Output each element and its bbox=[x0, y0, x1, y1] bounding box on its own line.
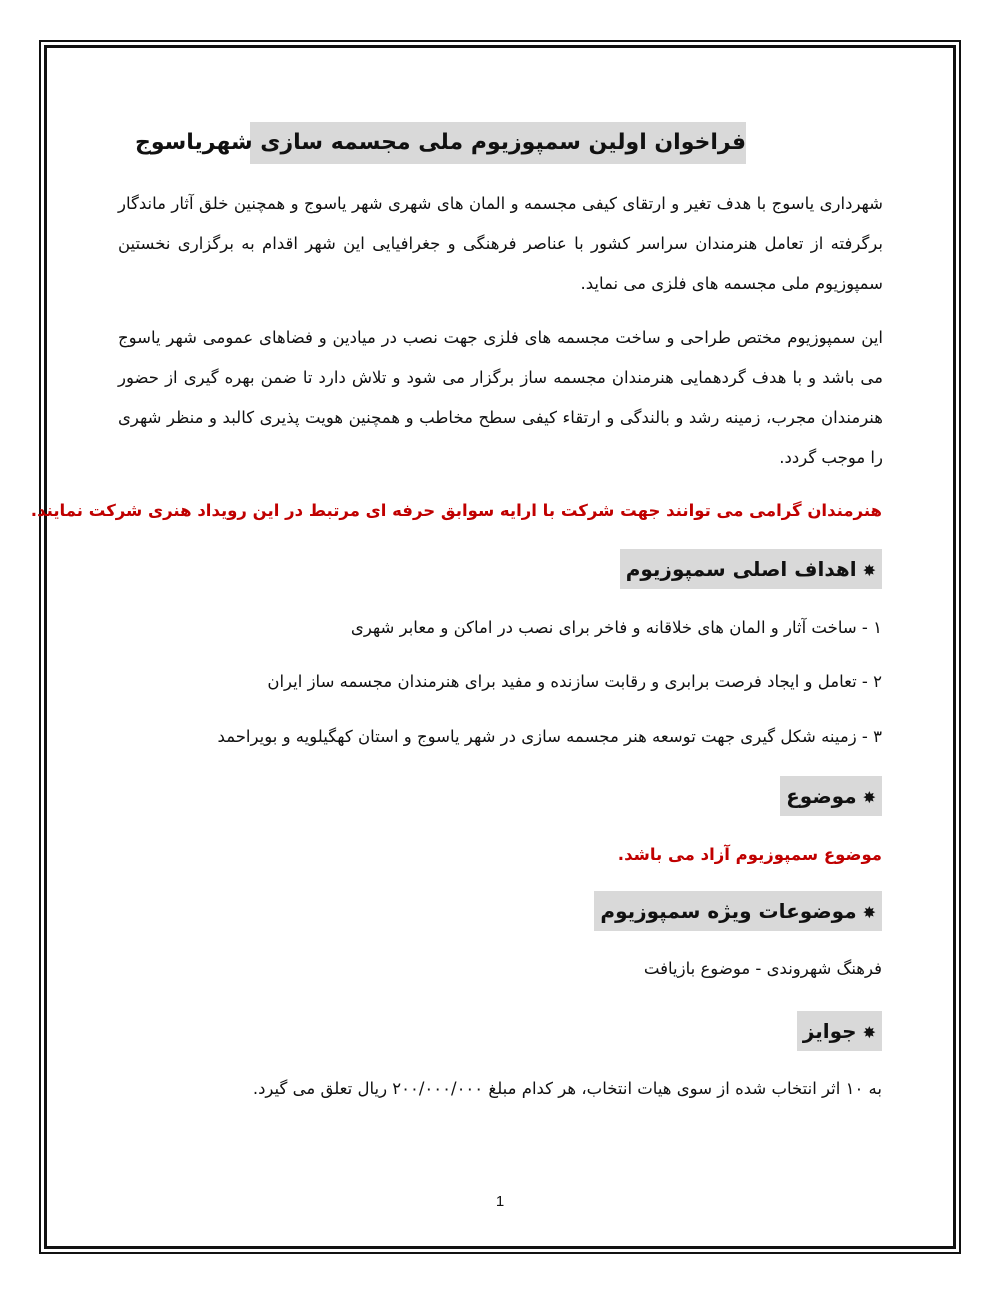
bullet-icon: ✸ bbox=[862, 788, 876, 807]
page-number: 1 bbox=[495, 1193, 505, 1210]
intro-paragraph: شهرداری یاسوج با هدف تغیر و ارتقای کیفی مجسمه و المان های شهری شهر یاسوج و همچنین خلق آثار ماندگار برگرفته از تعامل هنرمندان سراسر کشور با عناصر فرهنگی و جغرافیایی این شهر اقدام به برگزاری نخستین سمپوزیوم ملی مجسمه های فلزی می نماید. bbox=[118, 194, 883, 293]
goal-item: ۱ - ساخت آثار و المان های خلاقانه و فاخر برای نصب در اماکن و معابر شهری bbox=[350, 618, 882, 637]
invitation-text: هنرمندان گرامی می توانند جهت شرکت با ارایه سوابق حرفه ای مرتبط در این رویداد هنری شرکت نمایند. bbox=[30, 501, 882, 520]
goals-heading-label: اهداف اصلی سمپوزیوم bbox=[625, 557, 857, 581]
prizes-heading-label: جوایز bbox=[802, 1019, 857, 1043]
prizes-text: به ۱۰ اثر انتخاب شده از سوی هیات انتخاب، هر کدام مبلغ ۲۰۰/۰۰۰/۰۰۰ ریال تعلق می گیرد. bbox=[252, 1079, 882, 1098]
special-subjects-heading bbox=[594, 891, 882, 931]
subject-text: موضوع سمپوزیوم آزاد می باشد. bbox=[617, 845, 882, 864]
bullet-icon: ✸ bbox=[862, 903, 876, 922]
prizes-heading bbox=[797, 1011, 882, 1051]
description-paragraph: این سمپوزیوم مختص طراحی و ساخت مجسمه های فلزی جهت نصب در میادین و فضاهای عمومی شهر یاسوج می باشد و با هدف گردهمایی هنرمندان مجسمه ساز برگزار می شود و تلاش دارد تا ضمن بهره گیری از حضور هنرمندان مجرب، زمینه رشد و بالندگی و ارتقاء کیفی سطح مخاطب و همچنین هویت پذیری کالبد و منظر شهری را موجب گردد. bbox=[118, 328, 883, 467]
subject-heading-label: موضوع bbox=[786, 784, 857, 808]
goal-item: ۳ - زمینه شکل گیری جهت توسعه هنر مجسمه سازی در شهر یاسوج و استان کهگیلویه و بویراحمد bbox=[217, 727, 882, 746]
subject-heading bbox=[780, 776, 882, 816]
special-subjects-text: فرهنگ شهروندی - موضوع بازیافت bbox=[643, 959, 882, 978]
page-title: فراخوان اولین سمپوزیوم ملی مجسمه سازی شهریاسوج bbox=[250, 122, 746, 164]
goal-item: ۲ - تعامل و ایجاد فرصت برابری و رقابت سازنده و مفید برای هنرمندان مجسمه ساز ایران bbox=[267, 672, 882, 691]
goals-heading bbox=[620, 549, 882, 589]
bullet-icon: ✸ bbox=[862, 1023, 876, 1042]
special-subjects-heading-label: موضوعات ویژه سمپوزیوم bbox=[600, 899, 857, 923]
bullet-icon: ✸ bbox=[862, 561, 876, 580]
